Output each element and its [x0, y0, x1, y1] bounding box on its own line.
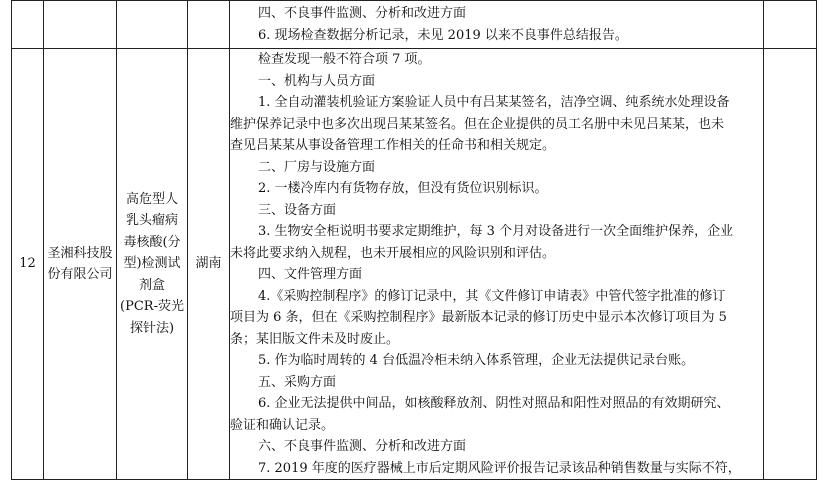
finding-line: 检查发现一般不符合项 7 项。 — [258, 52, 431, 67]
inspection-table — [11, 0, 817, 480]
product-name-line: (PCR-荧光 — [120, 299, 184, 315]
finding-line: 6. 企业无法提供中间品，如核酸释放剂、阴性对照品和阳性对照品的有效期研究、 — [258, 396, 730, 411]
finding-line: 四、不良事件监测、分析和改进方面 — [258, 6, 467, 21]
cell-company — [44, 49, 117, 480]
product-name-line: 乳头瘤病 — [125, 213, 178, 229]
cell-product-empty — [117, 1, 188, 49]
finding-line: 4.《采购控制程序》的修订记录中，其《文件修订申请表》中管代签字批准的修订 — [258, 288, 726, 304]
finding-line: 5. 作为临时周转的 4 台低温冷柜未纳入体系管理，企业无法提供记录台账。 — [258, 353, 695, 368]
finding-line: 验证和确认记录。 — [230, 417, 335, 433]
finding-line: 五、采购方面 — [258, 374, 337, 390]
finding-line: 三、设备方面 — [258, 202, 337, 218]
finding-line: 2. 一楼冷库内有货物存放，但没有货位识别标识。 — [258, 181, 548, 196]
finding-line: 项目为 6 条，但在《采购控制程序》最新版本记录的修订历史中显示本次修订项目为 5 — [230, 310, 727, 325]
product-name-line: 型)检测试 — [123, 256, 181, 272]
cell-findings-previous — [230, 1, 764, 49]
finding-line: 查见吕某某从事设备管理工作相关的任命书和相关规定。 — [230, 138, 556, 153]
finding-line: 6. 现场检查数据分析记录，未见 2019 以来不良事件总结报告。 — [258, 27, 628, 43]
finding-line: 条；某旧版文件未及时废止。 — [230, 331, 400, 347]
product-name-line: 剂盒 — [138, 277, 165, 293]
cell-product — [117, 49, 188, 480]
company-name-line: 圣湘科技股 — [47, 245, 113, 261]
finding-line: 维护保养记录中也多次出现吕某某签名。但在企业提供的员工名册中未见吕某某，也未 — [230, 116, 725, 132]
cell-company-empty — [44, 1, 117, 49]
cell-province: 湖南 — [188, 49, 230, 480]
finding-line: 六、不良事件监测、分析和改进方面 — [258, 439, 467, 454]
finding-line: 7. 2019 年度的医疗器械上市后定期风险评价报告记录该品种销售数量与实际不符， — [258, 460, 741, 476]
cell-number: 12 — [12, 49, 44, 480]
cell-province-empty — [188, 1, 230, 49]
product-name-line: 高危型人 — [125, 191, 178, 207]
cell-remarks-empty — [764, 1, 817, 49]
finding-line: 二、厂房与设施方面 — [258, 159, 376, 175]
product-name-line: 探针法) — [129, 320, 175, 336]
finding-line: 四、文件管理方面 — [258, 267, 363, 282]
company-name-line: 份有限公司 — [47, 267, 113, 282]
finding-line: 3. 生物安全柜说明书要求定期维护，每 3 个月对设备进行一次全面维护保养，企业 — [258, 224, 734, 239]
finding-line: 1. 全自动灌装机验证方案验证人员中有吕某某签名，洁净空调、纯系统水处理设备 — [258, 95, 730, 110]
finding-line: 一、机构与人员方面 — [258, 73, 376, 89]
table-row-previous — [12, 1, 817, 49]
finding-line: 未将此要求纳入规程，也未开展相应的风险识别和评估。 — [230, 245, 556, 261]
cell-remarks-empty — [764, 49, 817, 480]
product-name-line: 毒核酸(分 — [123, 234, 181, 250]
cell-findings — [230, 49, 764, 480]
cell-number-empty — [12, 1, 44, 49]
table-row-12 — [12, 49, 817, 480]
